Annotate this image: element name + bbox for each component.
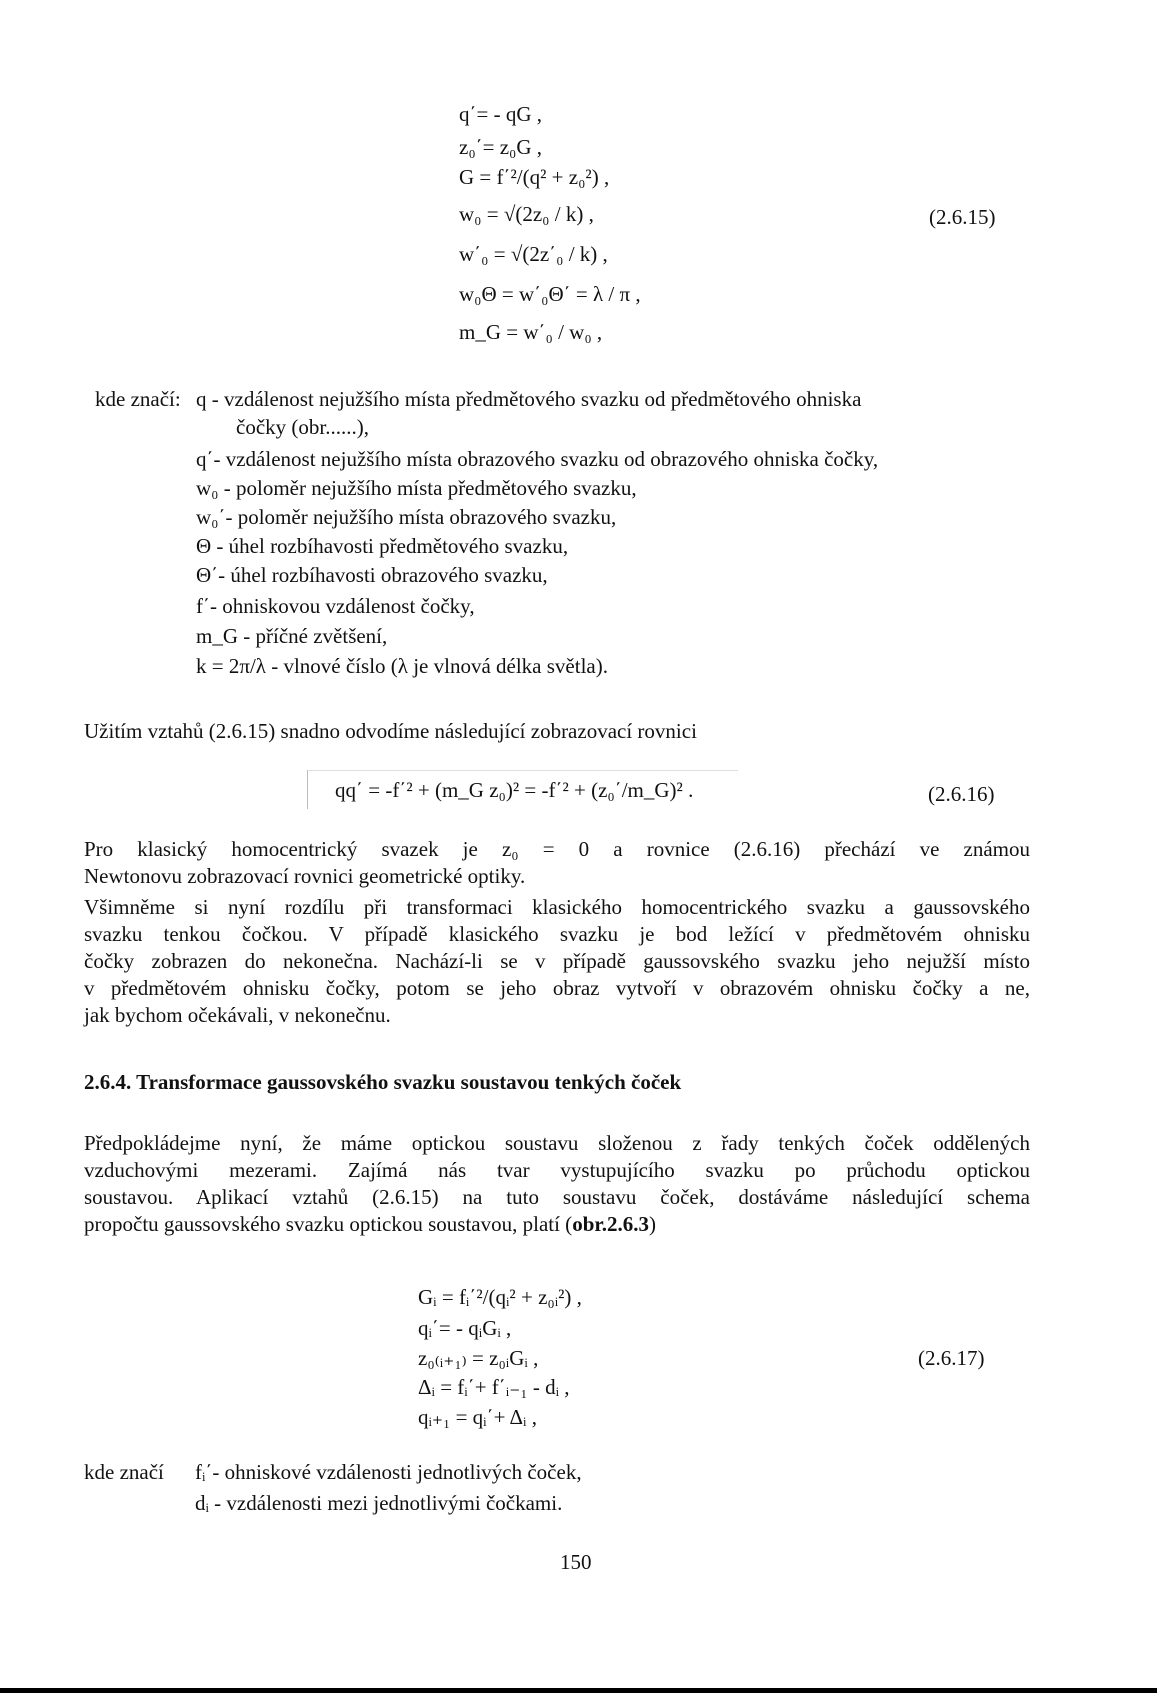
- paragraph-line: Pro klasický homocentrický svazek je z₀ = 0 a rovnice (2.6.16) přechází ve známou: [84, 837, 1030, 861]
- section-heading: 2.6.4. Transformace gaussovského svazku soustavou tenkých čoček: [84, 1070, 682, 1094]
- definition-item: čočky (obr......),: [236, 415, 369, 439]
- equation-number: (2.6.17): [918, 1346, 985, 1370]
- definition-item: q΄- vzdálenost nejužšího místa obrazového svazku od obrazového ohniska čočky,: [196, 447, 879, 471]
- eq-line: qᵢ΄= - qᵢGᵢ ,: [418, 1316, 512, 1340]
- definition-item: f΄- ohniskovou vzdálenost čočky,: [196, 594, 475, 618]
- paragraph-line: [84, 1210, 1030, 1237]
- eq-line: q΄= - qG ,: [459, 102, 542, 126]
- paragraph-line: svazku tenkou čočkou. V případě klasického svazku je bod ležící v předmětovém ohnisku: [84, 922, 1030, 946]
- page-number: 150: [560, 1550, 592, 1574]
- definition-item: m_G - příčné zvětšení,: [196, 624, 388, 648]
- eq-line: G = f΄²/(q² + z₀²) ,: [459, 165, 610, 189]
- definitions-lead: kde značí: [84, 1460, 164, 1484]
- definition-item: w₀ - poloměr nejužšího místa předmětového svazku,: [196, 476, 637, 500]
- eq-line: qᵢ₊₁ = qᵢ΄+ Δᵢ ,: [418, 1405, 537, 1429]
- scan-edge-rule: [0, 1688, 1157, 1693]
- paragraph-line: Předpokládejme nyní, že máme optickou soustavu složenou z řady tenkých čoček oddělených: [84, 1131, 1030, 1155]
- eq-line: w΄₀ = √(2z΄₀ / k) ,: [459, 242, 608, 266]
- paragraph: [84, 893, 1030, 1028]
- paragraph-line: vzduchovými mezerami. Zajímá nás tvar vystupujícího svazku po průchodu optickou: [84, 1158, 1030, 1182]
- eq-line: m_G = w΄₀ / w₀ ,: [459, 320, 603, 344]
- paragraph-line: čočky zobrazen do nekonečna. Nachází-li se v případě gaussovského svazku jeho nejužší místo: [84, 949, 1030, 973]
- usage-sentence: Užitím vztahů (2.6.15) snadno odvodíme následující zobrazovací rovnici: [84, 719, 697, 743]
- paragraph-line: Newtonovu zobrazovací rovnici geometrické optiky.: [84, 864, 526, 888]
- paragraph-close: ): [649, 1212, 657, 1236]
- paragraph-line: jak bychom očekávali, v nekonečnu.: [84, 1003, 391, 1027]
- definition-item: q - vzdálenost nejužšího místa předmětového svazku od předmětového ohniska: [196, 387, 862, 411]
- equation-number: (2.6.16): [928, 782, 995, 806]
- paragraph-line: v předmětovém ohnisku čočky, potom se jeho obraz vytvoří v obrazovém ohnisku čočky a ne,: [84, 976, 1030, 1000]
- eq-line: Gᵢ = fᵢ΄²/(qᵢ² + z₀ᵢ²) ,: [418, 1285, 582, 1309]
- definition-item: Θ΄- úhel rozbíhavosti obrazového svazku,: [196, 563, 548, 587]
- figure-reference: obr.2.6.3: [572, 1212, 650, 1236]
- eq-line: z₀΄= z₀G ,: [459, 135, 543, 159]
- paragraph: [84, 835, 1030, 889]
- equation-2-6-16: qq΄ = -f΄² + (m_G z₀)² = -f΄² + (z₀΄/m_G)² .: [335, 778, 694, 802]
- eq-line: w₀ = √(2z₀ / k) ,: [459, 202, 594, 226]
- paragraph-line: soustavou. Aplikací vztahů (2.6.15) na tuto soustavu čoček, dostáváme následující schema: [84, 1185, 1030, 1209]
- eq-line: Δᵢ = fᵢ΄+ f΄ᵢ₋₁ - dᵢ ,: [418, 1375, 570, 1399]
- paragraph-line: Všimněme si nyní rozdílu při transformaci klasického homocentrického svazku a gaussovského: [84, 895, 1030, 919]
- paragraph: [84, 1129, 1030, 1237]
- definition-item: Θ - úhel rozbíhavosti předmětového svazku,: [196, 534, 569, 558]
- definition-item: k = 2π/λ - vlnové číslo (λ je vlnová délka světla).: [196, 654, 608, 678]
- definitions-lead: kde značí:: [95, 387, 181, 411]
- definition-item: w₀΄- poloměr nejužšího místa obrazového svazku,: [196, 505, 617, 529]
- eq-line: z₀₍ᵢ₊₁₎ = z₀ᵢGᵢ ,: [418, 1346, 539, 1370]
- definition-item: fᵢ΄- ohniskové vzdálenosti jednotlivých čoček,: [195, 1460, 582, 1484]
- paragraph-line-text: propočtu gaussovského svazku optickou soustavou, platí (: [84, 1212, 573, 1236]
- definition-item: dᵢ - vzdálenosti mezi jednotlivými čočkami.: [195, 1491, 563, 1515]
- eq-line: w₀Θ = w΄₀Θ΄ = λ / π ,: [459, 282, 641, 306]
- equation-number: (2.6.15): [929, 205, 996, 229]
